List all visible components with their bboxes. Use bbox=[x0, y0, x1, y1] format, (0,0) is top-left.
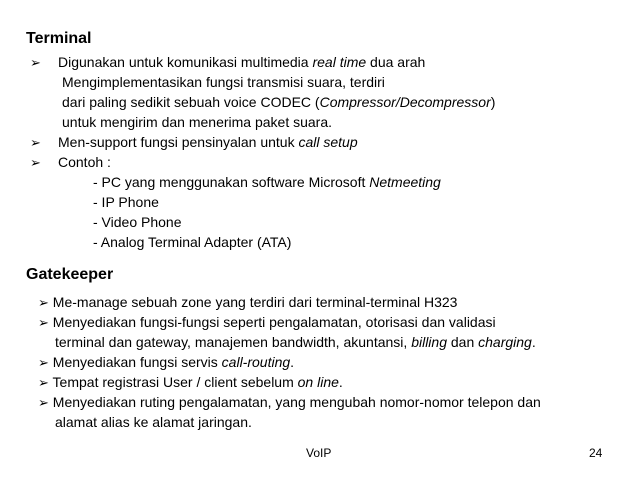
bullet-emphasis: call-routing bbox=[221, 354, 291, 370]
bullet-emphasis: charging bbox=[478, 334, 532, 350]
footer-label: VoIP bbox=[306, 446, 332, 460]
page-number: 24 bbox=[589, 446, 603, 460]
arrow-bullet-icon: ➢ bbox=[38, 295, 49, 310]
gatekeeper-bullet-2-line-2 bbox=[55, 334, 536, 350]
terminal-example-1 bbox=[93, 174, 441, 190]
terminal-bullet-1 bbox=[30, 54, 425, 71]
bullet-text: ) bbox=[490, 94, 496, 110]
arrow-bullet-icon: ➢ bbox=[38, 375, 49, 390]
gatekeeper-bullet-1 bbox=[38, 294, 457, 311]
gatekeeper-bullet-5-line-2: alamat alias ke alamat jaringan. bbox=[55, 414, 252, 430]
gatekeeper-bullet-3 bbox=[38, 354, 294, 371]
example-emphasis: Netmeeting bbox=[369, 174, 441, 190]
bullet-text: . bbox=[531, 334, 536, 350]
bullet-text: Tempat registrasi User / client sebelum bbox=[52, 374, 298, 390]
arrow-bullet-icon: ➢ bbox=[38, 315, 49, 330]
terminal-bullet-1-line-3 bbox=[62, 94, 495, 110]
bullet-text: dua arah bbox=[366, 54, 426, 70]
terminal-heading: Terminal bbox=[26, 30, 92, 47]
arrow-bullet-icon: ➢ bbox=[38, 355, 49, 370]
bullet-text: Contoh : bbox=[58, 154, 111, 170]
terminal-example-3: - Video Phone bbox=[93, 214, 182, 230]
bullet-text: Men-support fungsi pensinyalan untuk bbox=[58, 134, 299, 150]
bullet-text: dan bbox=[447, 334, 479, 350]
bullet-text: Menyediakan fungsi-fungsi seperti pengalamatan, otorisasi dan validasi bbox=[52, 314, 496, 330]
gatekeeper-bullet-5 bbox=[38, 394, 541, 411]
terminal-example-4: - Analog Terminal Adapter (ATA) bbox=[93, 234, 292, 250]
terminal-example-2: - IP Phone bbox=[93, 194, 159, 210]
bullet-text: dari paling sedikit sebuah voice CODEC ( bbox=[62, 94, 320, 110]
example-text: - PC yang menggunakan software Microsoft bbox=[93, 174, 370, 190]
gatekeeper-heading: Gatekeeper bbox=[26, 266, 114, 283]
gatekeeper-bullet-4 bbox=[38, 374, 343, 391]
bullet-emphasis: on line bbox=[297, 374, 339, 390]
bullet-emphasis: billing bbox=[411, 334, 447, 350]
bullet-text: Me-manage sebuah zone yang terdiri dari terminal-terminal H323 bbox=[52, 294, 458, 310]
arrow-bullet-icon: ➢ bbox=[38, 395, 49, 410]
bullet-emphasis: call setup bbox=[298, 134, 358, 150]
terminal-bullet-1-line-2: Mengimplementasikan fungsi transmisi suara, terdiri bbox=[62, 74, 385, 90]
arrow-bullet-icon: ➢ bbox=[30, 135, 41, 150]
bullet-emphasis: real time bbox=[312, 54, 367, 70]
arrow-bullet-icon: ➢ bbox=[30, 55, 41, 70]
bullet-text: . bbox=[338, 374, 343, 390]
terminal-bullet-3 bbox=[30, 154, 111, 171]
terminal-bullet-1-line-4: untuk mengirim dan menerima paket suara. bbox=[62, 114, 333, 130]
arrow-bullet-icon: ➢ bbox=[30, 155, 41, 170]
bullet-text: terminal dan gateway, manajemen bandwidth, akuntansi, bbox=[55, 334, 412, 350]
bullet-text: Menyediakan ruting pengalamatan, yang mengubah nomor-nomor telepon dan bbox=[52, 394, 541, 410]
terminal-bullet-2 bbox=[30, 134, 358, 151]
bullet-emphasis: Compressor/Decompressor bbox=[319, 94, 491, 110]
bullet-text: . bbox=[290, 354, 295, 370]
bullet-text: Menyediakan fungsi servis bbox=[52, 354, 222, 370]
bullet-text: Digunakan untuk komunikasi multimedia bbox=[58, 54, 313, 70]
gatekeeper-bullet-2 bbox=[38, 314, 496, 331]
